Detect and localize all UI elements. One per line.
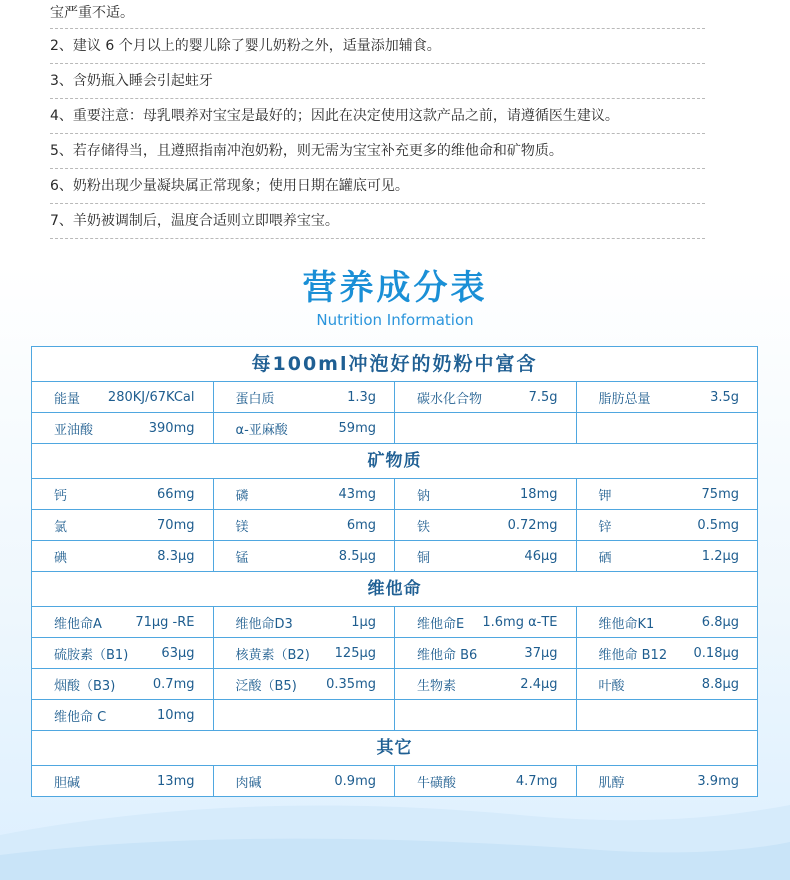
table-cell <box>577 479 758 509</box>
nutrient-value: 8.8μg <box>701 676 739 692</box>
table-header: 每100ml冲泡好的奶粉中富含 <box>32 347 757 382</box>
table-cell <box>395 607 577 637</box>
nutrient-name: 维他命A <box>54 616 102 632</box>
table-cell <box>577 413 758 443</box>
nutrient-value: 280KJ/67KCal <box>107 389 195 405</box>
nutrient-value: 37μg <box>524 645 558 661</box>
table-cell <box>395 638 577 668</box>
nutrient-value: 8.5μg <box>338 548 376 564</box>
nutrient-name: 维他命 C <box>54 709 107 725</box>
nutrient-value: 6.8μg <box>701 614 739 630</box>
nutrient-value: 1.3g <box>347 389 376 405</box>
table-cell <box>32 413 214 443</box>
nutrition-table <box>31 346 758 797</box>
table-cell <box>32 700 214 730</box>
nutrient-name: 泛酸（B5) <box>235 678 297 694</box>
nutrient-name: 硒 <box>598 550 612 566</box>
table-cell <box>577 510 758 540</box>
nutrient-name: 碳水化合物 <box>417 391 483 407</box>
nutrient-value: 43mg <box>338 486 376 502</box>
nutrient-value: 70mg <box>157 517 195 533</box>
note-item: 7、羊奶被调制后，温度合适则立即喂养宝宝。 <box>50 204 705 239</box>
nutrient-name: 磷 <box>235 488 249 504</box>
nutrient-value: 0.18μg <box>693 645 739 661</box>
nutrient-name: 烟酸（B3) <box>54 678 116 694</box>
nutrient-value: 59mg <box>338 420 376 436</box>
nutrient-name: 钠 <box>417 488 431 504</box>
note-item: 3、含奶瓶入睡会引起蛀牙 <box>50 64 705 99</box>
table-cell <box>577 638 758 668</box>
nutrient-value: 390mg <box>148 420 195 436</box>
table-cell <box>32 479 214 509</box>
nutrient-value: 46μg <box>524 548 558 564</box>
table-cell <box>395 766 577 796</box>
nutrient-name: 能量 <box>54 391 81 407</box>
table-cell <box>395 669 577 699</box>
nutrient-name: 镁 <box>235 519 249 535</box>
table-cell <box>32 541 214 571</box>
nutrient-value: 125μg <box>334 645 376 661</box>
table-cell <box>395 510 577 540</box>
table-row <box>32 700 757 731</box>
table-cell <box>214 541 396 571</box>
table-cell <box>577 700 758 730</box>
table-row <box>32 382 757 413</box>
section-title: 维他命 <box>32 572 757 607</box>
nutrient-name: 氯 <box>54 519 68 535</box>
nutrient-name: 碘 <box>54 550 68 566</box>
table-cell <box>32 382 214 412</box>
nutrient-value: 10mg <box>157 707 195 723</box>
nutrient-name: 维他命 B6 <box>417 647 478 663</box>
nutrient-name: 叶酸 <box>598 678 625 694</box>
table-cell <box>577 382 758 412</box>
nutrient-value: 66mg <box>157 486 195 502</box>
table-cell <box>395 541 577 571</box>
table-cell <box>395 479 577 509</box>
table-cell <box>214 413 396 443</box>
nutrient-name: 维他命 B12 <box>598 647 668 663</box>
table-cell <box>214 669 396 699</box>
nutrient-value: 7.5g <box>528 389 558 405</box>
nutrient-name: 锰 <box>235 550 249 566</box>
note-item: 6、奶粉出现少量凝块属正常现象；使用日期在罐底可见。 <box>50 169 705 204</box>
table-row <box>32 669 757 700</box>
nutrient-value: 75mg <box>701 486 739 502</box>
page-title: 营养成分表 <box>302 268 488 308</box>
nutrient-value: 63μg <box>161 645 195 661</box>
table-cell <box>32 766 214 796</box>
table-cell <box>577 541 758 571</box>
nutrition-heading <box>0 262 790 330</box>
note-item: 宝严重不适。 <box>50 0 705 29</box>
nutrient-name: 维他命D3 <box>235 616 293 632</box>
nutrient-name: 铜 <box>417 550 431 566</box>
note-item: 5、若存储得当，且遵照指南冲泡奶粉，则无需为宝宝补充更多的维他命和矿物质。 <box>50 134 705 169</box>
nutrient-value: 71μg -RE <box>135 614 195 630</box>
nutrient-name: 胆碱 <box>54 775 81 791</box>
nutrient-value: 1μg <box>351 614 376 630</box>
table-cell <box>214 700 396 730</box>
nutrient-name: 硫胺素（B1) <box>54 647 129 663</box>
table-cell <box>214 766 396 796</box>
table-row <box>32 607 757 638</box>
table-cell <box>214 479 396 509</box>
nutrient-name: α-亚麻酸 <box>235 422 288 438</box>
nutrient-name: 肌醇 <box>598 775 625 791</box>
table-cell <box>395 700 577 730</box>
nutrient-name: 铁 <box>417 519 431 535</box>
nutrient-value: 0.35mg <box>326 676 376 692</box>
table-cell <box>577 669 758 699</box>
nutrient-value: 8.3μg <box>157 548 195 564</box>
nutrient-name: 钾 <box>598 488 612 504</box>
table-row <box>32 638 757 669</box>
nutrient-name: 锌 <box>598 519 612 535</box>
nutrient-name: 维他命E <box>417 616 465 632</box>
nutrient-value: 3.9mg <box>697 773 739 789</box>
notes-list <box>50 0 705 239</box>
table-cell <box>395 382 577 412</box>
table-row <box>32 541 757 572</box>
nutrient-name: 亚油酸 <box>54 422 94 438</box>
nutrient-value: 1.6mg α-TE <box>482 614 558 630</box>
table-cell <box>32 638 214 668</box>
table-cell <box>577 766 758 796</box>
table-row <box>32 766 757 796</box>
nutrient-name: 脂肪总量 <box>598 391 651 407</box>
page-subtitle: Nutrition Information <box>316 311 474 329</box>
nutrient-name: 牛磺酸 <box>417 775 457 791</box>
nutrient-value: 0.72mg <box>507 517 558 533</box>
note-item: 2、建议 6 个月以上的婴儿除了婴儿奶粉之外，适量添加辅食。 <box>50 29 705 64</box>
table-row <box>32 479 757 510</box>
nutrient-value: 18mg <box>520 486 558 502</box>
table-cell <box>395 413 577 443</box>
nutrient-name: 钙 <box>54 488 68 504</box>
nutrient-value: 0.9mg <box>334 773 376 789</box>
table-row <box>32 413 757 444</box>
nutrient-value: 3.5g <box>710 389 739 405</box>
table-cell <box>214 607 396 637</box>
table-cell <box>32 607 214 637</box>
note-item: 4、重要注意：母乳喂养对宝宝是最好的；因此在决定使用这款产品之前，请遵循医生建议。 <box>50 99 705 134</box>
table-cell <box>214 382 396 412</box>
nutrient-value: 1.2μg <box>701 548 739 564</box>
section-title: 矿物质 <box>32 444 757 479</box>
nutrient-name: 生物素 <box>417 678 457 694</box>
nutrient-name: 维他命K1 <box>598 616 655 632</box>
nutrient-value: 2.4μg <box>520 676 558 692</box>
table-row <box>32 510 757 541</box>
table-cell <box>32 510 214 540</box>
nutrient-value: 13mg <box>157 773 195 789</box>
nutrient-name: 蛋白质 <box>235 391 275 407</box>
section-title: 其它 <box>32 731 757 766</box>
table-cell <box>214 510 396 540</box>
nutrient-name: 核黄素（B2) <box>235 647 310 663</box>
table-cell <box>577 607 758 637</box>
nutrient-value: 0.5mg <box>697 517 739 533</box>
nutrient-value: 0.7mg <box>152 676 195 692</box>
nutrient-name: 肉碱 <box>235 775 262 791</box>
nutrient-value: 6mg <box>346 517 376 533</box>
table-cell <box>32 669 214 699</box>
nutrient-value: 4.7mg <box>515 773 558 789</box>
table-cell <box>214 638 396 668</box>
